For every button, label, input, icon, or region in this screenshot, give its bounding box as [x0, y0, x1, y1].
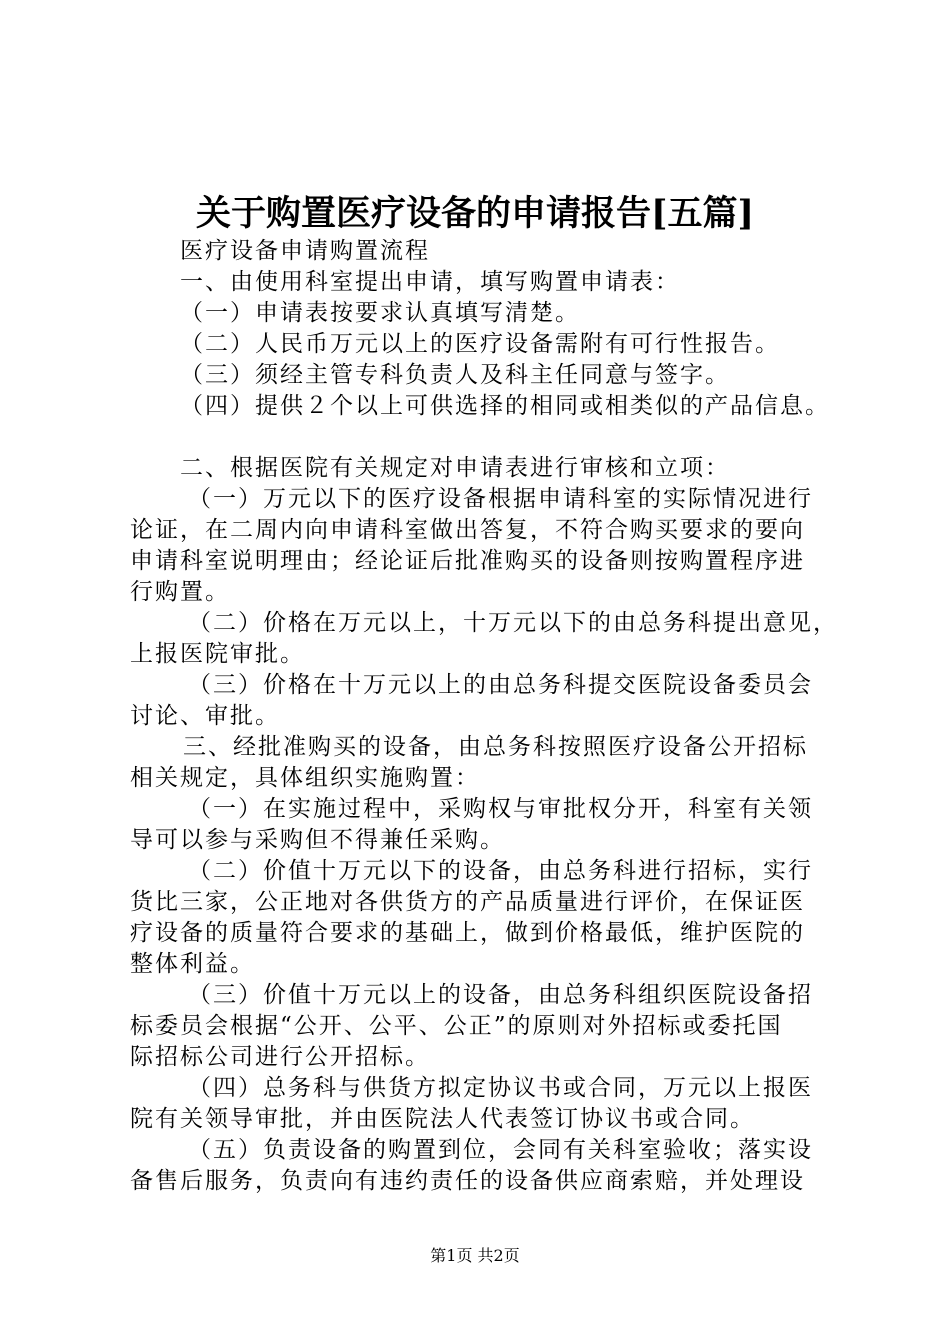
paragraph-line: 论证，在二周内向申请科室做出答复，不符合购买要求的要向: [130, 517, 805, 543]
paragraph-line: 疗设备的质量符合要求的基础上，做到价格最低，维护医院的: [130, 920, 805, 946]
paragraph-line: （二）价格在万元以上，十万元以下的由总务科提出意见，: [188, 610, 838, 636]
paragraph-gap: [130, 422, 835, 453]
paragraph-line: 货比三家，公正地对各供货方的产品质量进行评价，在保证医: [130, 889, 805, 915]
paragraph-line: 行购置。: [130, 579, 230, 605]
paragraph-line: 讨论、审批。: [130, 703, 280, 729]
paragraph-line: （三）价格在十万元以上的由总务科提交医院设备委员会: [188, 672, 813, 698]
list-item: （一）申请表按要求认真填写清楚。: [180, 300, 580, 326]
paragraph-line: 备售后服务，负责向有违约责任的设备供应商索赔，并处理设: [130, 1168, 805, 1194]
list-item: （四）提供２个以上可供选择的相同或相类似的产品信息。: [180, 393, 830, 419]
paragraph-line: （三）价值十万元以上的设备，由总务科组织医院设备招: [188, 982, 813, 1008]
section-heading: 三、经批准购买的设备，由总务科按照医疗设备公开招标: [183, 734, 808, 760]
section-heading: 二、根据医院有关规定对申请表进行审核和立项：: [180, 455, 730, 481]
paragraph-line: 整体利益。: [130, 951, 255, 977]
paragraph-line: 标委员会根据“公开、公平、公正”的原则对外招标或委托国: [130, 1013, 783, 1039]
paragraph-line: （五）负责设备的购置到位，会同有关科室验收；落实设: [188, 1137, 813, 1163]
document-title: 关于购置医疗设备的申请报告[五篇]: [195, 193, 755, 234]
paragraph-line: 相关规定，具体组织实施购置：: [130, 765, 480, 791]
paragraph-line: 导可以参与采购但不得兼任采购。: [130, 827, 505, 853]
section-heading: 一、由使用科室提出申请，填写购置申请表：: [180, 269, 680, 295]
paragraph-line: 申请科室说明理由；经论证后批准购买的设备则按购置程序进: [130, 548, 805, 574]
paragraph-line: （二）价值十万元以下的设备，由总务科进行招标，实行: [188, 858, 813, 884]
paragraph-line: （四）总务科与供货方拟定协议书或合同，万元以上报医: [188, 1075, 813, 1101]
paragraph-line: 际招标公司进行公开招标。: [130, 1044, 430, 1070]
page-number-footer: 第1页 共2页: [430, 1246, 520, 1265]
document-body: [130, 236, 838, 1197]
list-item: （二）人民币万元以上的医疗设备需附有可行性报告。: [180, 331, 780, 357]
paragraph-line: 上报医院审批。: [130, 641, 305, 667]
paragraph-line: 医疗设备申请购置流程: [180, 238, 430, 264]
paragraph-line: （一）在实施过程中，采购权与审批权分开，科室有关领: [188, 796, 813, 822]
paragraph-line: 院有关领导审批，并由医院法人代表签订协议书或合同。: [130, 1106, 755, 1132]
paragraph-line: （一）万元以下的医疗设备根据申请科室的实际情况进行: [188, 486, 813, 512]
list-item: （三）须经主管专科负责人及科主任同意与签字。: [180, 362, 730, 388]
